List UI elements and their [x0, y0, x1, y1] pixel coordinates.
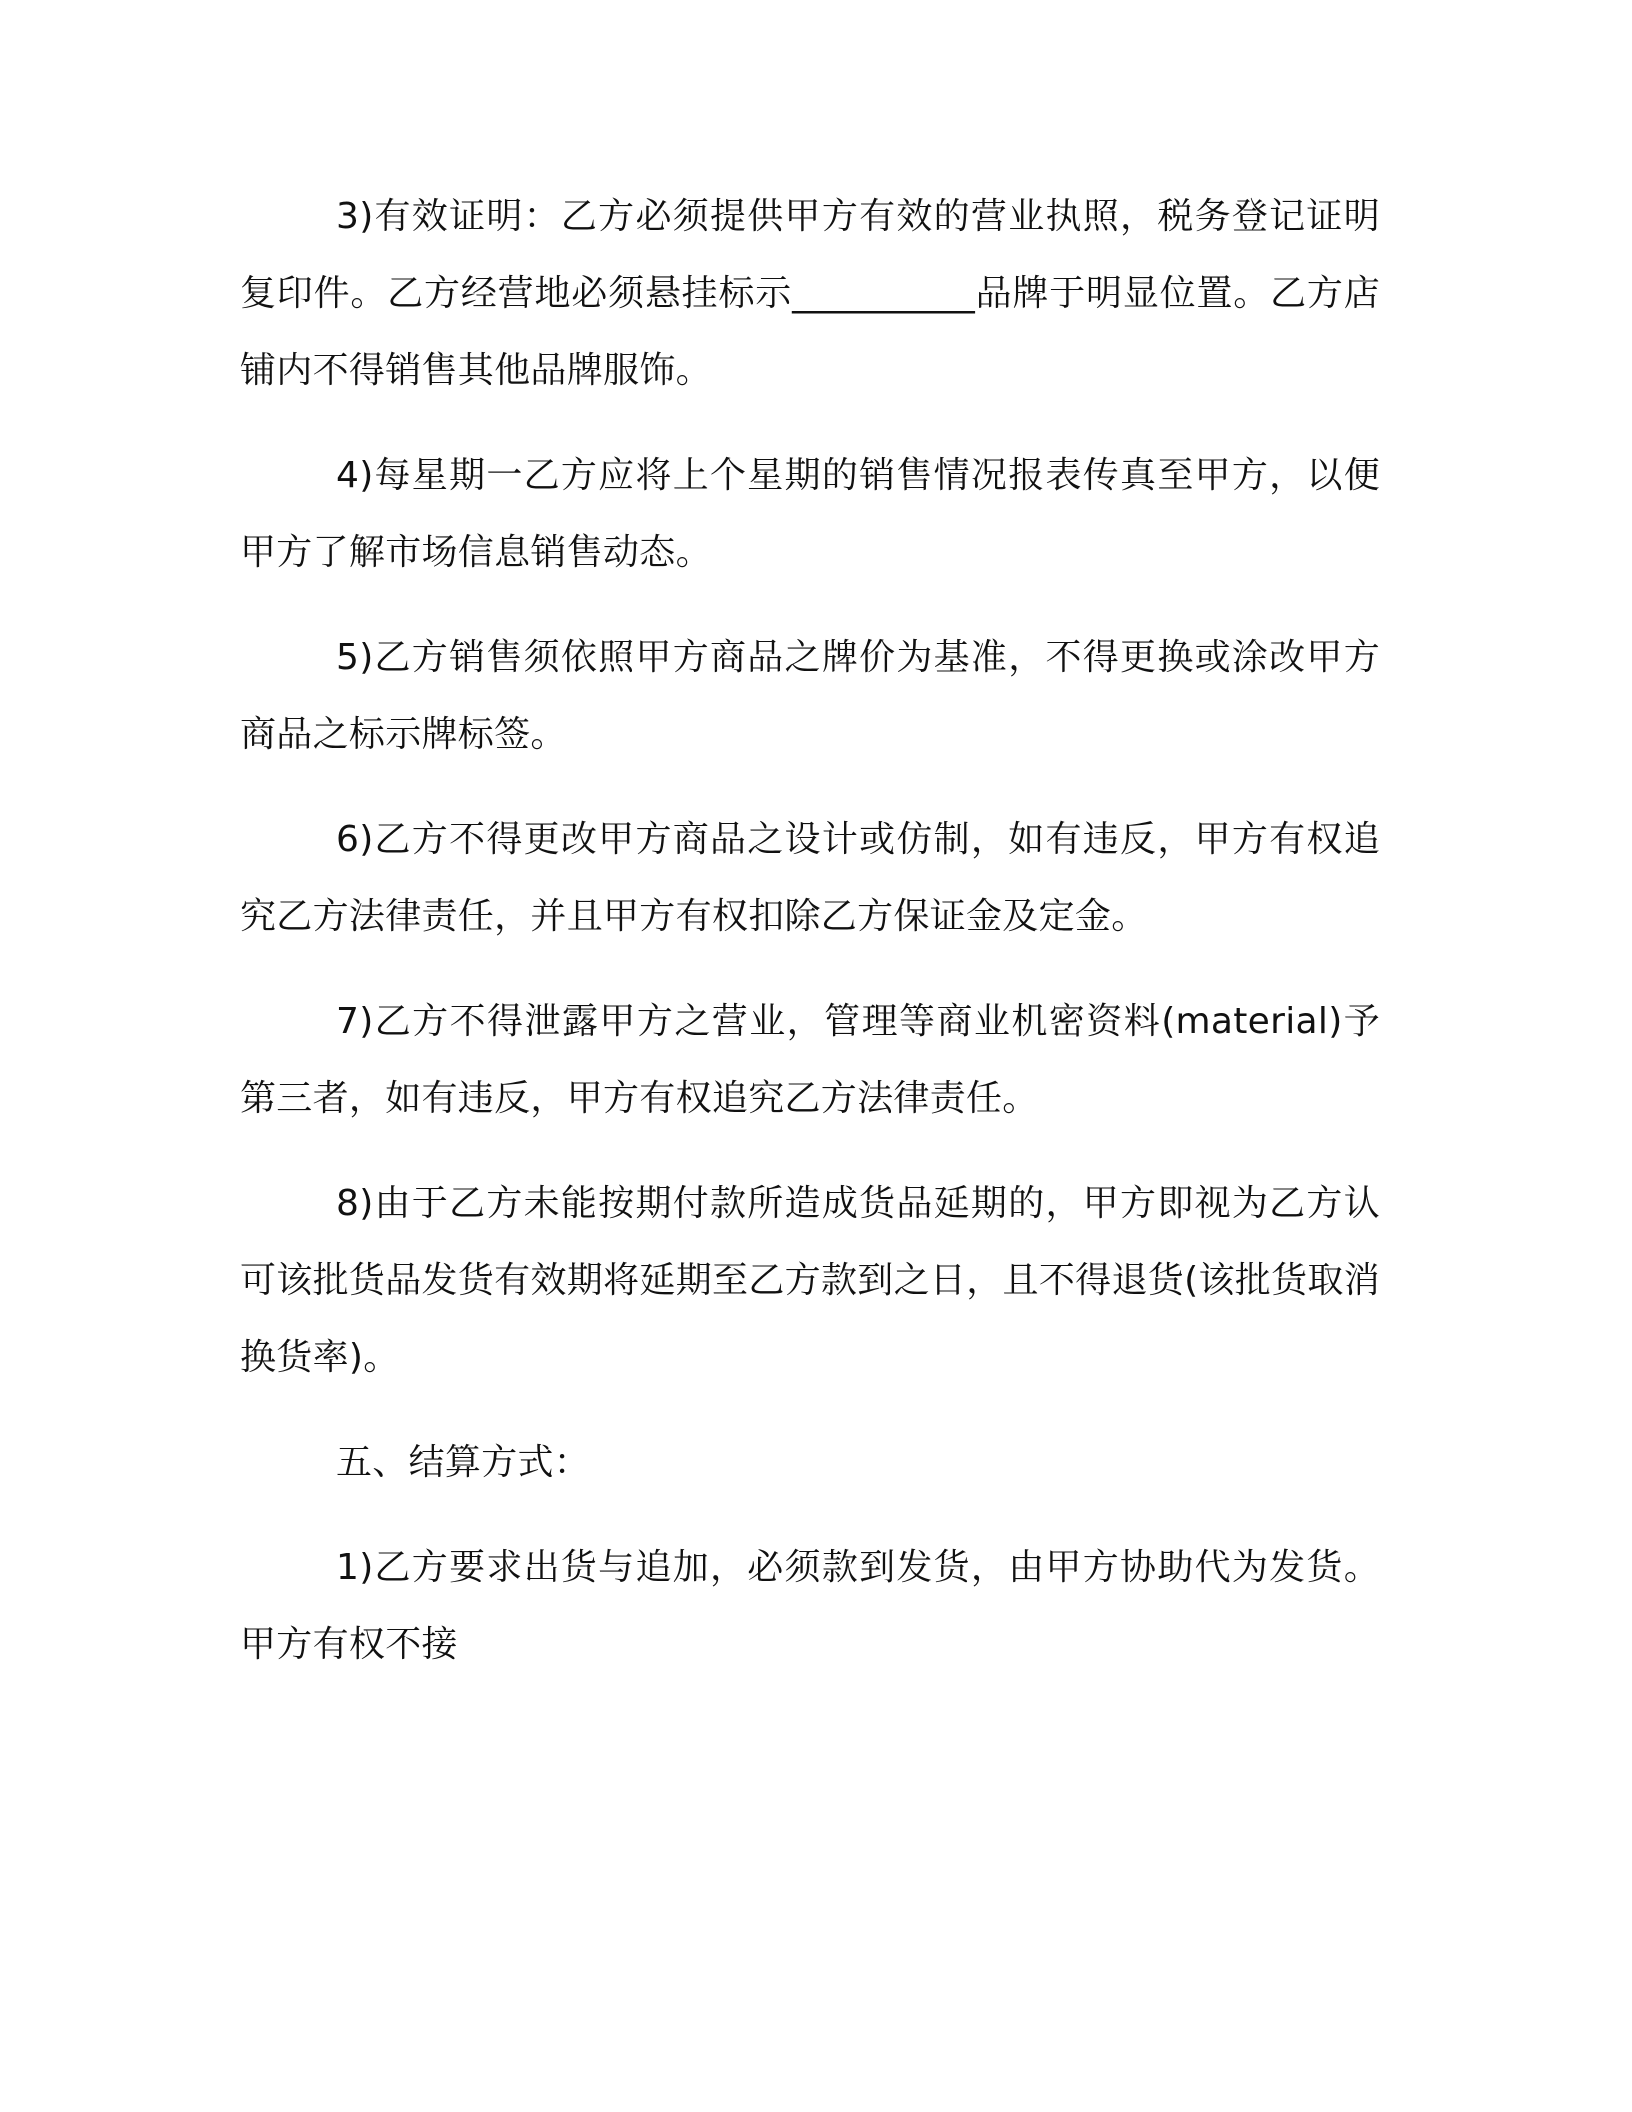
paragraph-clause-4: 4)每星期一乙方应将上个星期的销售情况报表传真至甲方，以便甲方了解市场信息销售动态。 — [240, 455, 1380, 573]
paragraph-clause-6: 6)乙方不得更改甲方商品之设计或仿制，如有违反，甲方有权追究乙方法律责任，并且甲方有权扣除乙方保证金及定金。 — [240, 819, 1380, 937]
paragraph-clause-7: 7)乙方不得泄露甲方之营业，管理等商业机密资料(material)予第三者，如有违反，甲方有权追究乙方法律责任。 — [240, 1001, 1380, 1119]
section-heading-settlement: 五、结算方式： — [336, 1442, 591, 1483]
paragraph-clause-5: 5)乙方销售须依照甲方商品之牌价为基准，不得更换或涂改甲方商品之标示牌标签。 — [240, 637, 1380, 755]
document-body — [240, 178, 1380, 1683]
paragraph-clause-8: 8)由于乙方未能按期付款所造成货品延期的，甲方即视为乙方认可该批货品发货有效期将延期至乙方款到之日，且不得退货(该批货取消换货率)。 — [240, 1183, 1380, 1378]
paragraph-clause-3: 3)有效证明：乙方必须提供甲方有效的营业执照，税务登记证明复印件。乙方经营地必须悬挂标示__________品牌于明显位置。乙方店铺内不得销售其他品牌服饰。 — [240, 196, 1380, 391]
paragraph-settlement-1: 1)乙方要求出货与追加，必须款到发货，由甲方协助代为发货。甲方有权不接 — [240, 1547, 1380, 1665]
